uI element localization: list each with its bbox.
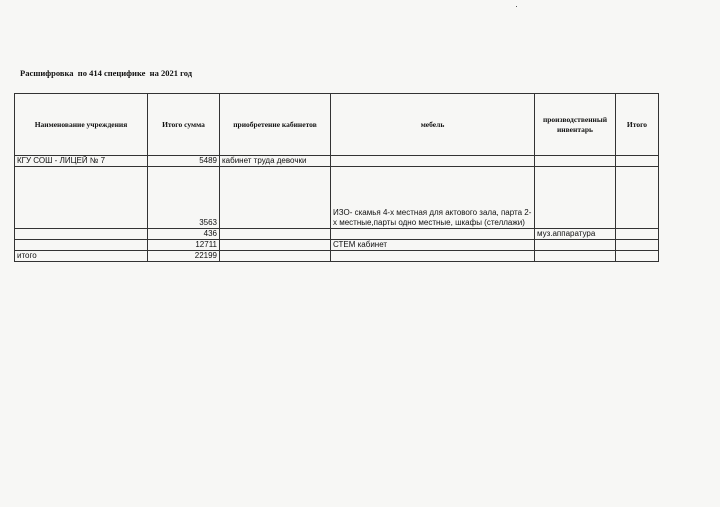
cell-inventory	[535, 156, 616, 167]
cell-name: КГУ СОШ - ЛИЦЕЙ № 7	[15, 156, 148, 167]
page-title: Расшифровка по 414 специфике на 2021 год	[20, 68, 193, 78]
cell-name: итого	[15, 251, 148, 262]
cell-name	[15, 240, 148, 251]
total-row	[15, 251, 659, 262]
cell-name	[15, 167, 148, 229]
header-name: Наименование учреждения	[15, 94, 148, 156]
cell-furniture	[331, 251, 535, 262]
specification-table	[14, 93, 659, 262]
cell-cabinets: кабинет труда девочки	[220, 156, 331, 167]
cell-inventory	[535, 240, 616, 251]
cell-total: 3563	[148, 167, 220, 229]
cell-inventory: муз.аппаратура	[535, 229, 616, 240]
cell-total: 12711	[148, 240, 220, 251]
header-furniture: мебель	[331, 94, 535, 156]
cell-cabinets	[220, 251, 331, 262]
cell-cabinets	[220, 229, 331, 240]
header-itogo: Итого	[616, 94, 659, 156]
cell-furniture: ИЗО- скамья 4-х местная для актового зала, парта 2-х местные,парты одно местные, шкафы (стеллажи)	[331, 167, 535, 229]
cell-itogo	[616, 156, 659, 167]
cell-total: 22199	[148, 251, 220, 262]
cell-inventory	[535, 167, 616, 229]
cell-furniture	[331, 229, 535, 240]
cell-itogo	[616, 240, 659, 251]
header-total: Итого сумма	[148, 94, 220, 156]
cell-total: 5489	[148, 156, 220, 167]
header-inventory: производственный инвентарь	[535, 94, 616, 156]
cell-furniture	[331, 156, 535, 167]
table-row	[15, 229, 659, 240]
header-cabinets: приобретение кабинетов	[220, 94, 331, 156]
cell-cabinets	[220, 167, 331, 229]
table-row	[15, 156, 659, 167]
cell-itogo	[616, 251, 659, 262]
cell-name	[15, 229, 148, 240]
table-row	[15, 240, 659, 251]
cell-cabinets	[220, 240, 331, 251]
cell-inventory	[535, 251, 616, 262]
cell-total: 436	[148, 229, 220, 240]
scan-speck	[516, 6, 517, 7]
cell-itogo	[616, 167, 659, 229]
table-row	[15, 167, 659, 229]
header-row	[15, 94, 659, 156]
cell-itogo	[616, 229, 659, 240]
cell-furniture: СТЕМ кабинет	[331, 240, 535, 251]
